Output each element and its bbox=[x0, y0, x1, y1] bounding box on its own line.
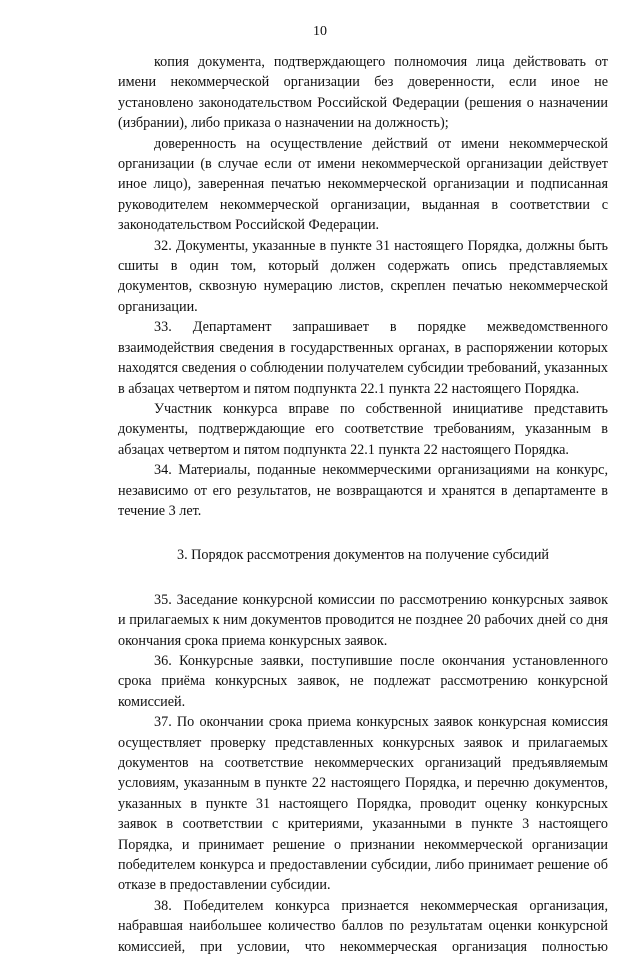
paragraph-participant-initiative: Участник конкурса вправе по собственной инициативе представить документы, подтверждающие его соответствие требованиям, указанным в абзацах четвертом и пятом подпункта 22.1 пункта 22 настоящего Порядка. bbox=[118, 400, 608, 458]
paragraph-copy-document: копия документа, подтверждающего полномочия лица действовать от имени некоммерческой организации без доверенности, если иное не установлено законодательством Российской Федерации (решения о назначении (избрании), либо приказа о назначении на должность); bbox=[118, 54, 608, 132]
section-heading: 3. Порядок рассмотрения документов на получение субсидий bbox=[176, 547, 550, 564]
paragraph-34: 34. Материалы, поданные некоммерческими организациями на конкурс, независимо от его результатов, не возвращаются и хранятся в департаменте в течение 3 лет. bbox=[118, 462, 608, 519]
paragraph-32: 32. Документы, указанные в пункте 31 настоящего Порядка, должны быть сшиты в один том, который должен содержать опись представляемых документов, сквозную нумерацию листов, скреплен печатью некоммерческой организации. bbox=[118, 237, 608, 315]
paragraph-38: 38. Победителем конкурса признается некоммерческая организация, набравшая наибольшее количество баллов по результатам оценки конкурсной комиссией, при условии, что некоммерческая организация полностью bbox=[118, 897, 608, 955]
page-number: 10 bbox=[313, 24, 327, 39]
paragraph-35: 35. Заседание конкурсной комиссии по рассмотрению конкурсных заявок и прилагаемых к ним документов проводится не позднее 20 рабочих дней со дня окончания срока приема конкурсных заявок. bbox=[118, 591, 608, 649]
paragraph-power-of-attorney: доверенность на осуществление действий от имени некоммерческой организации (в случае если от имени некоммерческой организации действует иное лицо), заверенная печатью некоммерческой организации и подписанная руководителем некоммерческой организации, выданная в соответствии с законодательством Российской Федерации. bbox=[118, 135, 608, 234]
paragraph-37: 37. По окончании срока приема конкурсных заявок конкурсная комиссия осуществляет проверку представленных конкурсных заявок и прилагаемых документов на соответствие некоммерческих организаций предъявляемым условиям, указанным в пункте 22 настоящего Порядка, и перечню документов, указанных в пункте 31 настоящего Порядка, проводит оценку конкурсных заявок в соответствии с критериями, указанными в пункте 3 настоящего Порядка, и принимает решение о признании некоммерческой организации победителем конкурса и предоставлении субсидии, либо принимает решение об отказе в предоставлении субсидии. bbox=[118, 714, 608, 894]
paragraph-36: 36. Конкурсные заявки, поступившие после окончания установленного срока приёма конкурсных заявок, не подлежат рассмотрению конкурсной комиссией. bbox=[118, 652, 608, 710]
document-body bbox=[118, 52, 608, 957]
paragraph-33: 33. Департамент запрашивает в порядке межведомственного взаимодействия сведения в государственных органах, в распоряжении которых находятся сведения о соблюдении получателем субсидии требований, указанных в абзацах четвертом и пятом подпункта 22.1 пункта 22 настоящего Порядка. bbox=[118, 319, 608, 397]
